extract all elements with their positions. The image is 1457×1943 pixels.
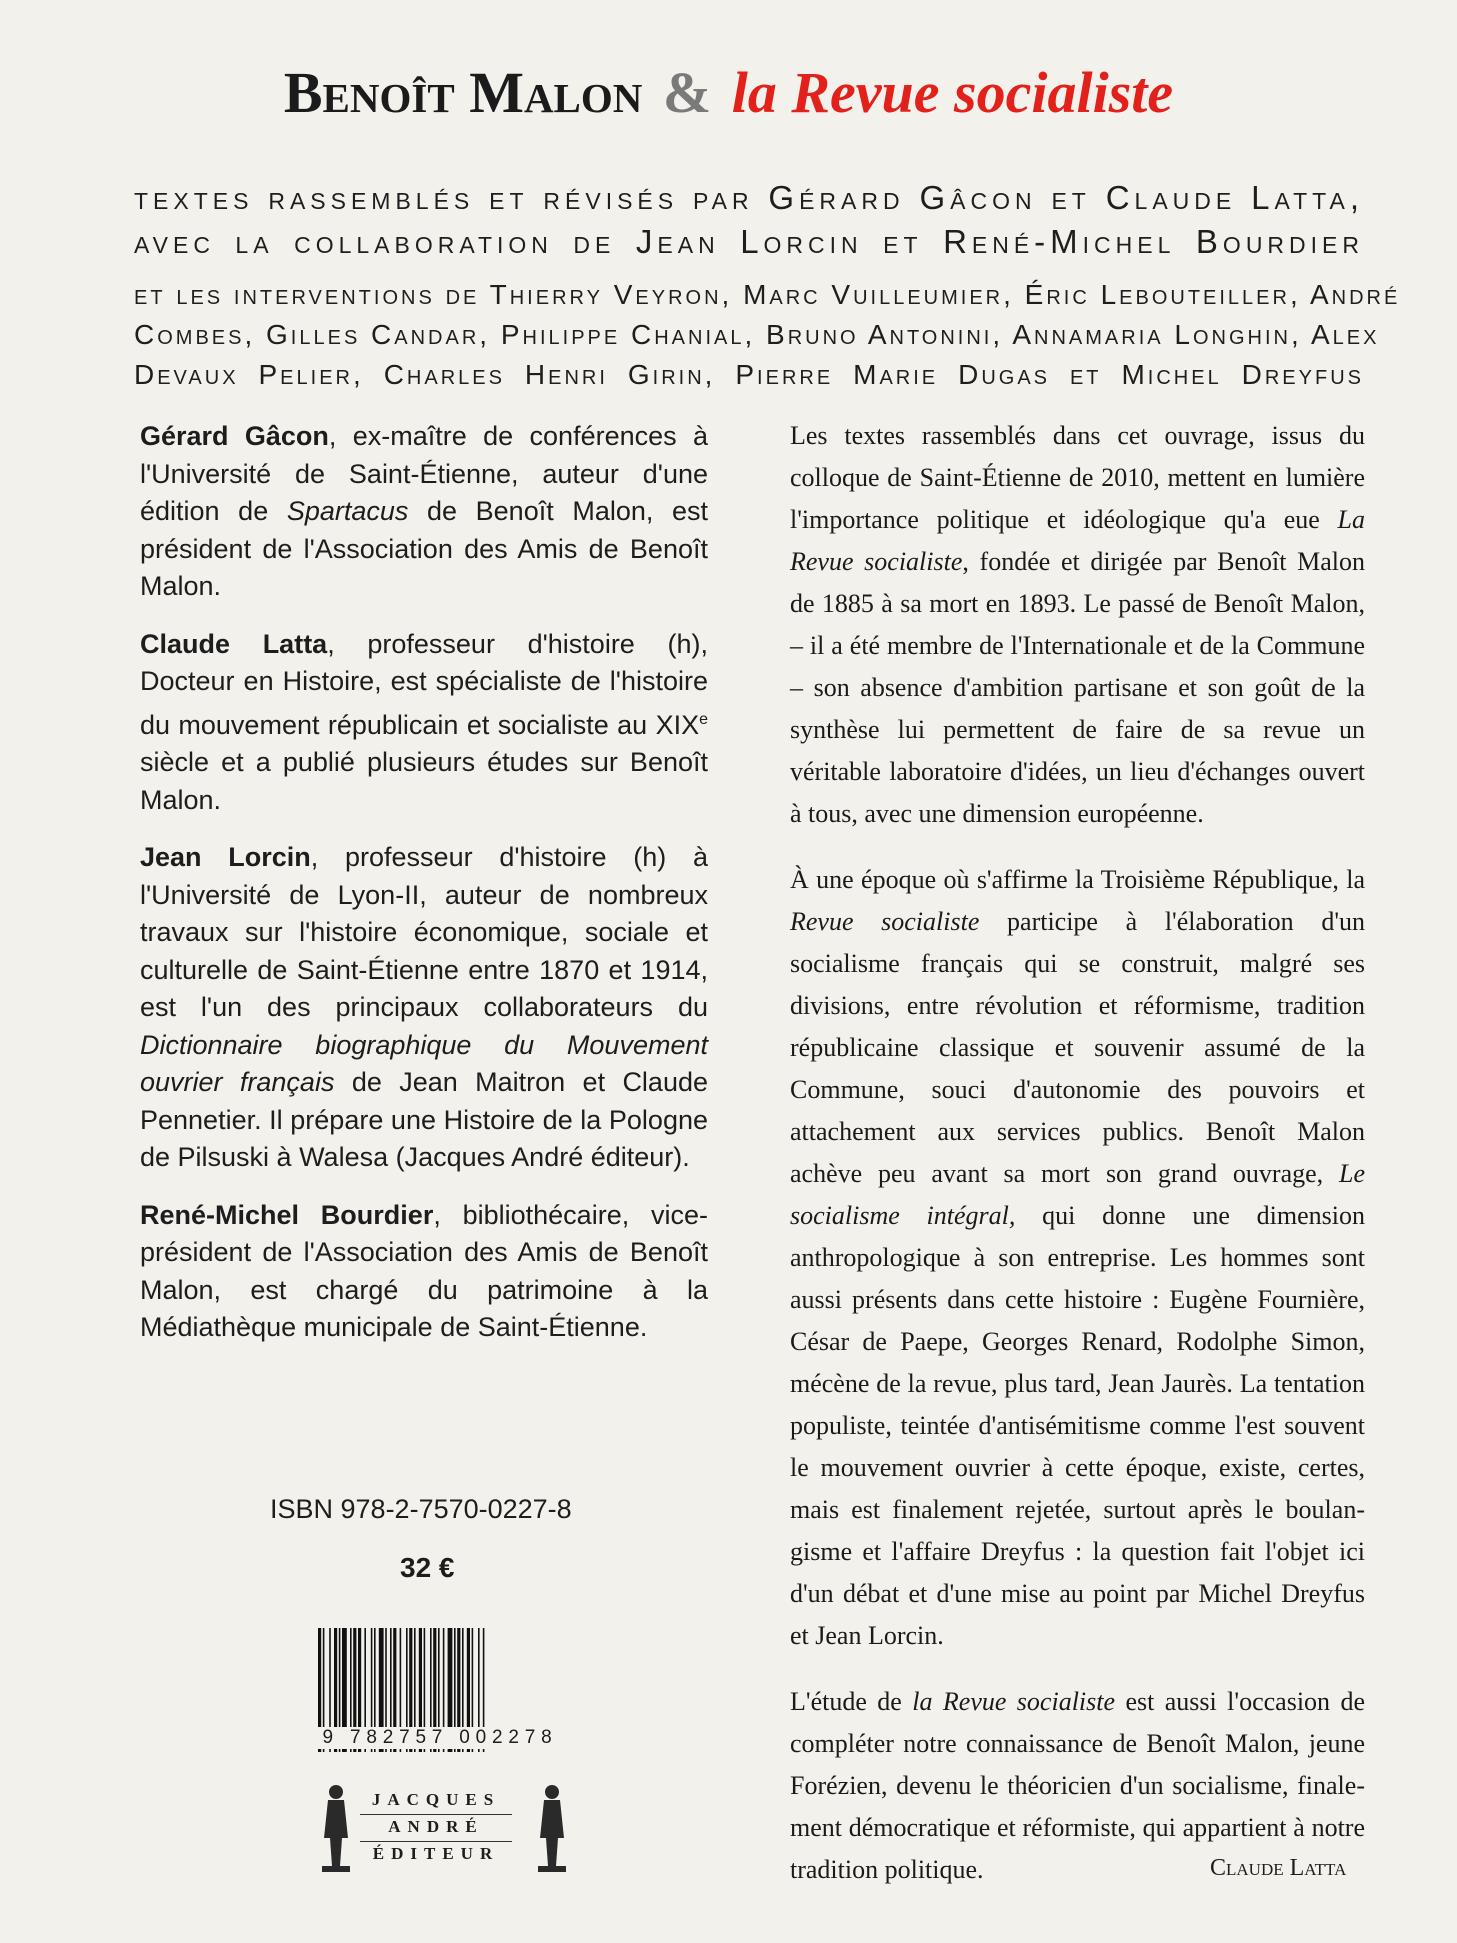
bio-lorcin bbox=[140, 839, 708, 1177]
title-author: Benoît Malon bbox=[283, 60, 643, 125]
bio-name: René-Michel Bourdier bbox=[140, 1199, 434, 1230]
credits-line: Devaux Pelier, Charles Henri Girin, Pierre Marie Dugas et Michel Dreyfus bbox=[134, 359, 1364, 390]
essay-text-run: qui donne une dimension anthropologique à son entreprise. Les hommes sont aussi présents dans cette histoire : Eugène Fournière, César de Paepe, Georges Renard, Rodolphe Simon, mécène de la revue, plus tard, Jean Jaurès. La tentation populiste, teintée d'antisémitisme comme l'est souvent le mouvement ouvrier à cette époque, existe, certes, mais est finalement rejetée, surtout après le boulangisme et l'affaire Dreyfus : la question fait l'objet ici d'un débat et d'une mise au point par Michel Dreyfus et Jean Lorcin. bbox=[790, 1201, 1366, 1650]
bio-text: siècle et a publié plusieurs études sur Benoît Malon. bbox=[140, 747, 708, 815]
isbn: ISBN 978-2-7570-0227-8 bbox=[270, 1494, 572, 1524]
bio-text: , professeur d'histoire (h) à l'Université de Lyon-II, auteur de nombreux travaux sur l'histoire économique, sociale et culturelle de Saint-Étienne entre 1870 et 1914, est l'un des principaux collaborateurs du bbox=[140, 842, 709, 1022]
signature: Claude Latta bbox=[1210, 1855, 1347, 1881]
bio-text: de Benoît Malon, est président de l'Association des Amis de Benoît Malon. bbox=[140, 496, 708, 601]
bio-name: Claude Latta bbox=[140, 628, 328, 659]
bio-gacon bbox=[140, 418, 708, 606]
essay-text-run: participe à l'élaboration d'un socialisme français qui se construit, malgré ses divisions, entre révolution et réformisme, tradition républicaine classique et souvenir assumé de la Commune, souci d'autonomie des pouvoirs et attachement aux services publics. Benoît Malon achève peu avant sa mort son grand ouvrage, bbox=[790, 907, 1366, 1188]
essay-paragraph bbox=[790, 415, 1365, 835]
credits-interventions bbox=[134, 275, 1401, 395]
essay-text-run: L'étude de bbox=[790, 1687, 913, 1716]
credits-line: Combes, Gilles Candar, Philippe Chanial, Bruno Antonini, Annamaria Longhin, Alex bbox=[134, 319, 1380, 350]
credits-editors bbox=[134, 176, 1364, 264]
figure-right-icon bbox=[538, 1785, 566, 1872]
publisher-line: ÉDITEUR bbox=[372, 1844, 500, 1863]
bio-name: Gérard Gâcon bbox=[140, 421, 329, 451]
essay-italic-title: la Revue socialiste bbox=[912, 1687, 1116, 1716]
bio-text: , professeur d'histoire (h), Docteur en Histoire, est spécialiste de l'histoire du mouvement républicain et socialiste au XIX bbox=[140, 628, 708, 740]
bio-text: , ex-maître de conférences à l'Université de Saint-Étienne, auteur d'une édition de bbox=[140, 421, 709, 526]
essay-text-run: , fondée et dirigée par Benoît Malon de 1885 à sa mort en 1893. Le passé de Benoît Malon, – il a été membre de l'Internationale et de la Commune – son absence d'ambition partisane et son goût de la synthèse lui permettent de faire de sa revue un véritable laboratoire d'idées, un lieu d'échanges ouvert à tous, avec une dimension européenne. bbox=[790, 547, 1365, 828]
bio-title-italic: Dictionnaire biographique du Mouvement ouvrier français bbox=[140, 1029, 708, 1097]
credits-line: et les interventions de Thierry Veyron, Marc Vuilleumier, Éric Lebouteiller, André bbox=[134, 279, 1401, 310]
credits-line: textes rassemblés et révisés par Gérard Gâcon et Claude Latta, bbox=[134, 179, 1364, 216]
bio-latta bbox=[140, 626, 708, 820]
title-revue: la Revue socialiste bbox=[731, 60, 1174, 125]
essay-paragraph bbox=[790, 859, 1365, 1657]
essay-text-run: Les textes rassemblés dans cet ouvrage, issus du colloque de Saint-Étienne de 2010, mettent en lumière l'importance politique et idéologique qu'a eue bbox=[790, 421, 1365, 534]
bio-superscript: e bbox=[699, 710, 708, 728]
publisher-line: ANDRÉ bbox=[360, 1815, 512, 1842]
title-ampersand: & bbox=[662, 60, 712, 125]
essay-italic-title: Le socialisme intégral, bbox=[790, 1159, 1365, 1230]
essay-italic-title: La Revue socialiste bbox=[790, 505, 1365, 576]
cover-title bbox=[0, 58, 1457, 128]
price: 32 € bbox=[400, 1552, 455, 1583]
author-bios bbox=[140, 418, 708, 1367]
essay-text-run: est aussi l'occasion de compléter notre connaissance de Benoît Malon, jeune Forézien, devenu le théoricien d'un socialisme, finalement démocratique et réformiste, qui appartient à notre tradition politique. bbox=[790, 1687, 1365, 1884]
barcode-digits: 9 782757 002278 bbox=[312, 1727, 568, 1749]
publisher-line: JACQUES bbox=[360, 1788, 512, 1815]
bio-name: Jean Lorcin bbox=[140, 842, 311, 872]
publisher-name bbox=[360, 1788, 512, 1868]
bio-title-italic: Spartacus bbox=[286, 496, 409, 526]
essay-text-run: À une époque où s'affirme la Troisième République, la bbox=[790, 865, 1365, 894]
credits-line: avec la collaboration de Jean Lorcin et René-Michel Bourdier bbox=[134, 223, 1364, 260]
bio-text: de Jean Maitron et Claude Pennetier. Il prépare une Histoire de la Pologne de Pilsuski à Walesa (Jacques André éditeur). bbox=[140, 1067, 708, 1172]
figure-left-icon bbox=[322, 1785, 350, 1872]
bio-text: , bibliothécaire, vice-président de l'Association des Amis de Benoît Malon, est chargé du patrimoine à la Médiathèque municipale de Saint-Étienne. bbox=[140, 1199, 708, 1342]
essay-italic-title: Revue socialiste bbox=[790, 907, 980, 936]
essay-text bbox=[790, 415, 1365, 1915]
bio-bourdier bbox=[140, 1197, 708, 1347]
